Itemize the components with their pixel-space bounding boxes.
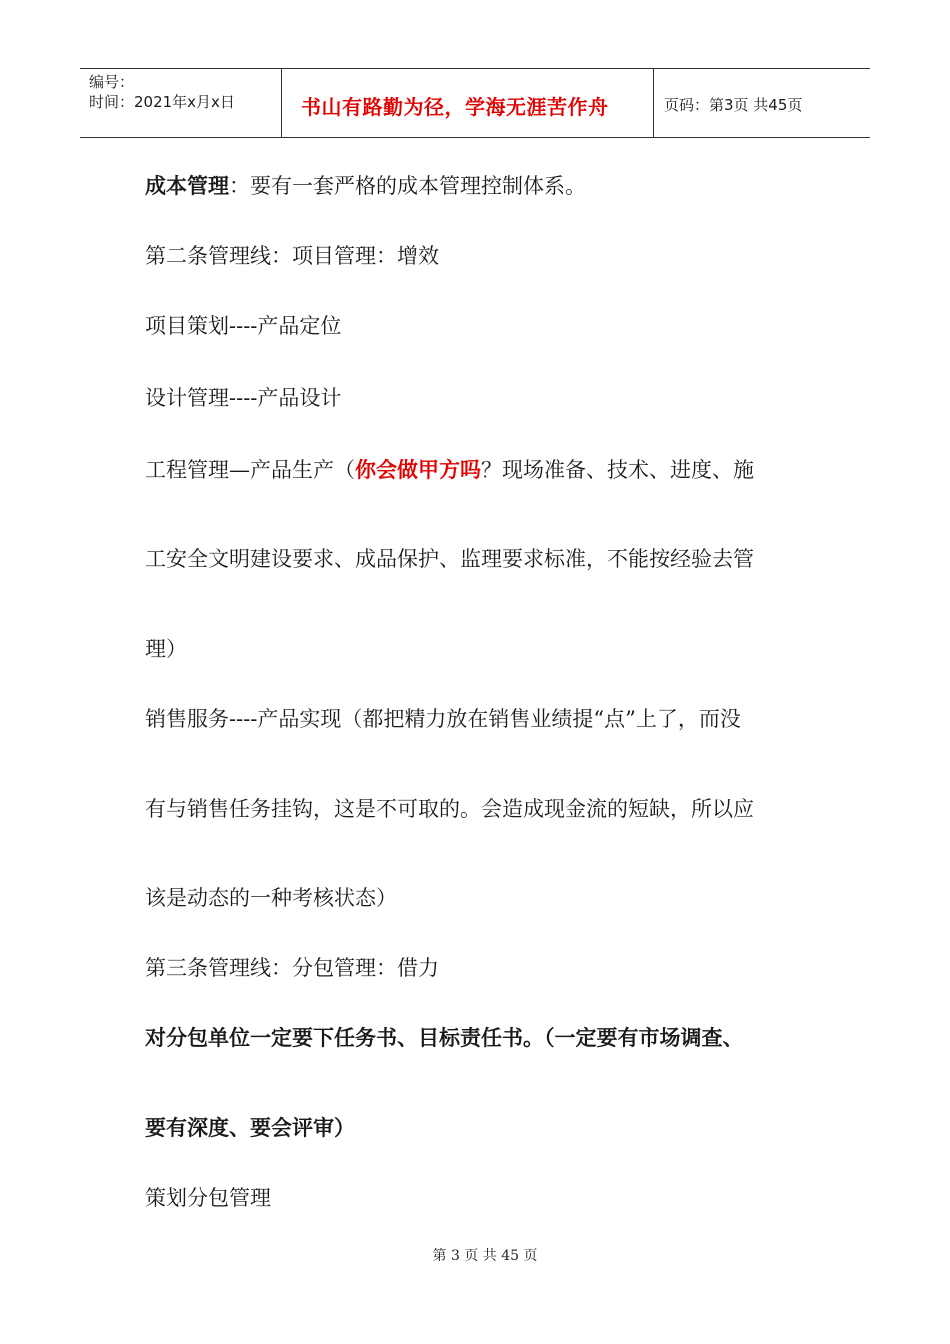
page-header: [80, 68, 870, 138]
header-page-info: 页码：第3页 共45页: [664, 95, 803, 114]
item-project-planning: 项目策划----产品定位: [145, 314, 342, 338]
engineering-text-end: ？现场准备、技术、进度、施: [481, 458, 754, 482]
item-engineering-management: [145, 456, 754, 484]
paragraph-cost-management: [145, 172, 586, 200]
item-subcontract-planning: 策划分包管理: [145, 1186, 271, 1210]
item-design-management: 设计管理----产品设计: [145, 386, 342, 410]
document-date: 时间：2021年x月x日: [89, 93, 235, 111]
engineering-text-end-line: 理）: [145, 637, 187, 661]
header-meta-cell: [80, 69, 282, 137]
subcontract-requirement-continued: 要有深度、要会评审）: [145, 1115, 355, 1140]
heading-line-two: 第二条管理线：项目管理：增效: [145, 244, 439, 268]
subcontract-requirement: 对分包单位一定要下任务书、目标责任书。（一定要有市场调查、: [145, 1025, 744, 1050]
cost-management-term: 成本管理: [145, 173, 229, 198]
page-footer: 第 3 页 共 45 页: [432, 1248, 538, 1264]
cost-management-text: ：要有一套严格的成本管理控制体系。: [229, 174, 586, 198]
engineering-text-start: 工程管理—产品生产（: [145, 458, 355, 482]
engineering-highlight: 你会做甲方吗: [355, 457, 481, 482]
item-sales-service: 销售服务----产品实现（都把精力放在销售业绩提“点”上了，而没: [145, 707, 741, 731]
sales-service-end-line: 该是动态的一种考核状态）: [145, 886, 397, 910]
header-motto: 书山有路勤为径，学海无涯苦作舟: [282, 69, 654, 137]
document-number-label: 编号：: [89, 73, 135, 91]
engineering-text-continued: 工安全文明建设要求、成品保护、监理要求标准，不能按经验去管: [145, 547, 754, 571]
heading-line-three: 第三条管理线：分包管理：借力: [145, 956, 439, 980]
sales-service-continued: 有与销售任务挂钩，这是不可取的。会造成现金流的短缺，所以应: [145, 797, 754, 821]
